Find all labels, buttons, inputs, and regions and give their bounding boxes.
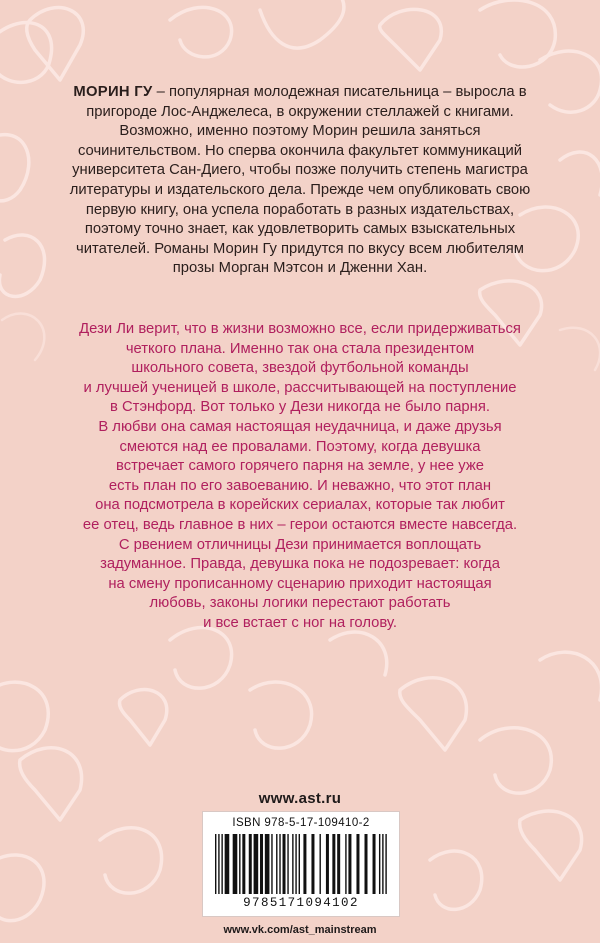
barcode-bar [365,834,368,894]
blurb-line: задуманное. Правда, девушка пока не подозревает: когда [100,556,500,573]
author-bio [58,83,542,279]
barcode-bar [265,834,270,894]
barcode-bar [287,834,288,894]
barcode-bar [218,834,219,894]
barcode-bar [348,834,351,894]
barcode-bar [311,834,314,894]
barcode-bar [254,834,259,894]
barcode-bar [332,834,335,894]
author-name: МОРИН ГУ [73,84,153,100]
blurb-line: и лучшей ученицей в школе, рассчитывающей на поступление [83,379,517,396]
barcode-bar [382,834,383,894]
barcode-bar [299,834,300,894]
blurb-line: есть план по его завоеванию. И неважно, что этот план [108,477,492,494]
blurb-line: встречает самого горячего парня на земле, у нее уже [116,458,484,475]
barcode-bar [326,834,329,894]
blurb-line: смеются над ее провалами. Поэтому, когда девушка [119,438,481,455]
barcode-bar [337,834,340,894]
barcode-image [215,834,387,894]
blurb-line: четкого плана. Именно так она стала президентом [125,340,475,357]
barcode-bar [356,834,359,894]
barcode-bar [345,834,346,894]
barcode-bar [295,834,296,894]
barcode-bar [303,834,306,894]
blurb-line: на смену прописанному сценарию приходит настоящая [108,575,492,592]
social-link: www.vk.com/ast_mainstream [223,924,377,936]
barcode-bar [283,834,286,894]
isbn-number: ISBN 978-5-17-109410-2 [232,817,370,829]
blurb-line: С рвением отличницы Дези принимается воплощать [118,536,482,553]
barcode-bar [279,834,280,894]
barcode-bar [373,834,376,894]
barcode-bar [215,834,216,894]
blurb-line: любовь, законы логики перестают работать [149,595,451,612]
barcode-bar [249,834,252,894]
barcode-bar [292,834,293,894]
barcode-bar [271,834,272,894]
barcode-bar [233,834,238,894]
author-bio-text: – популярная молодежная писательница – выросла в пригороде Лос-Анджелеса, в окружении стеллажей с книгами. Возможно, именно поэтому Морин решила заняться сочинительством. Но сперва окончила факультет коммуникаций университета Сан-Диего, чтобы позже получить степень магистра литературы и издательского дела. Прежде чем опубликовать свою первую книгу, она успела поработать в разных издательствах, поэтому точно знает, как удовлетворить самых взыскательных читателей. Романы Морин Гу придутся по вкусу всем любителям прозы Морган Мэтсон и Дженни Хан. [69,84,531,277]
barcode-bar [242,834,245,894]
blurb-line: школьного совета, звездой футбольной команды [131,360,469,377]
blurb-line: ее отец, ведь главное в них – герои остаются вместе навсегда. [82,516,518,533]
blurb-line: в Стэнфорд. Вот только у Дези никогда не было парня. [110,399,490,416]
barcode-bar [239,834,240,894]
barcode-bar [385,834,386,894]
barcode-bar [260,834,263,894]
blurb-line: и все встает с ног на голову. [203,614,397,631]
barcode-bar [225,834,230,894]
barcode-digits: 9785171094102 [243,896,359,910]
book-blurb [58,320,542,634]
blurb-line: Дези Ли верит, что в жизни возможно все, если придерживаться [79,321,521,337]
barcode-bar [276,834,277,894]
barcode-bar [221,834,222,894]
publisher-website: www.ast.ru [258,790,342,807]
barcode-bar [379,834,380,894]
barcode-panel [202,811,400,917]
blurb-line: она подсмотрела в корейских сериалах, которые так любит [95,497,505,514]
blurb-line: В любви она самая настоящая неудачница, и даже друзья [98,418,502,435]
barcode-bar [319,834,320,894]
